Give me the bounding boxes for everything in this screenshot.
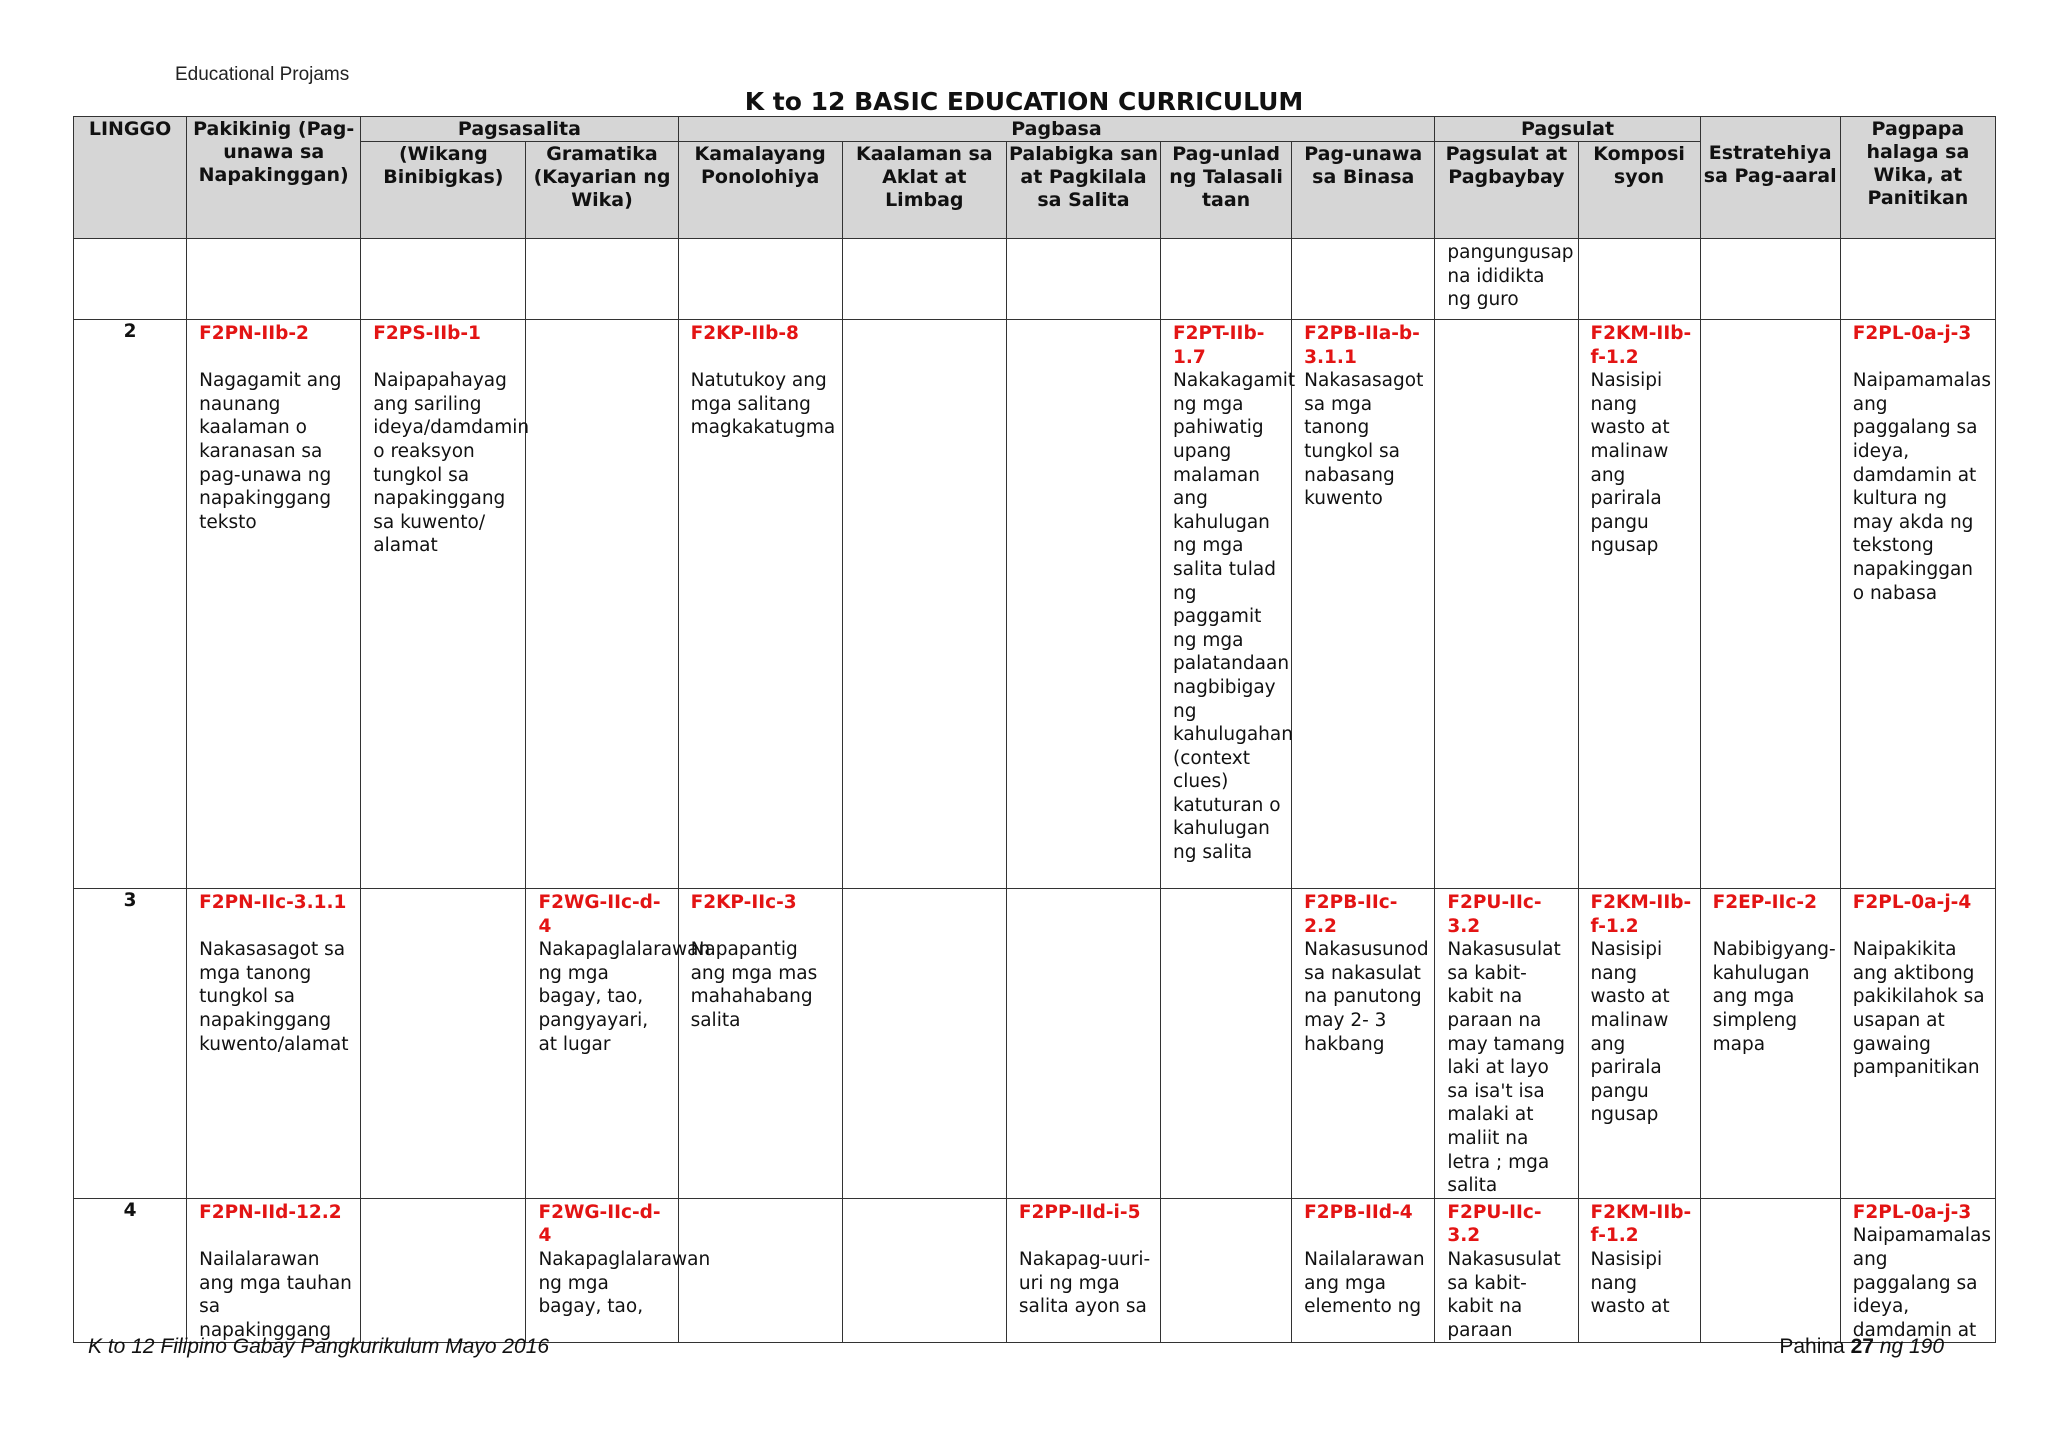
competency-text: Natutukoy ang mga salitang magkakatugma	[690, 370, 836, 439]
competency-text: Naipamamalas ang paggalang sa ideya, damdamin at kultura ng may akda ng tekstong napakinggan o nabasa	[1852, 370, 1991, 604]
competency-code: F2PL-0a-j-4	[1852, 892, 1972, 913]
footer-page-number	[1779, 1335, 1944, 1359]
competency-text: Nakapaglalarawan ng mga bagay, tao, pangyayari, at lugar	[538, 939, 711, 1055]
page-number: 27	[1850, 1335, 1874, 1358]
competency-text: Nakasasagot sa mga tanong tungkol sa napakinggang kuwento/alamat	[199, 939, 349, 1055]
table-cell	[526, 239, 678, 320]
header-linggo: LINGGO	[74, 117, 187, 239]
table-cell	[1578, 889, 1700, 1199]
competency-text: Napapantig ang mga mas mahahabang salita	[690, 939, 818, 1031]
competency-text: Nasisipi nang wasto at malinaw ang parirala pangu ngusap	[1590, 370, 1670, 557]
table-cell	[842, 889, 1006, 1199]
competency-text: Nakapag-uuri-uri ng mga salita ayon sa	[1018, 1248, 1151, 1318]
competency-code: F2EP-IIc-2	[1712, 892, 1817, 913]
table-row	[74, 239, 1996, 320]
table-cell	[1161, 889, 1292, 1199]
header-pakikinig: Pakikinig (Pag-unawa sa Napakinggan)	[187, 117, 361, 239]
table-cell	[1700, 320, 1840, 889]
header-pagsulat: Pagsulat	[1435, 117, 1700, 142]
table-cell	[187, 1198, 361, 1343]
curriculum-table	[73, 116, 1996, 1343]
table-cell	[678, 239, 842, 320]
table-cell	[1292, 889, 1435, 1199]
table-cell	[1700, 889, 1840, 1199]
table-cell	[1435, 1198, 1578, 1343]
header-palabigkasan: Palabigka san at Pagkilala sa Salita	[1006, 142, 1160, 239]
table-cell	[1161, 320, 1296, 889]
competency-code: F2PB-IId-4	[1304, 1201, 1413, 1223]
table-cell	[1161, 239, 1292, 320]
header-pag-unlad-talasalitaan: Pag-unlad ng Talasali taan	[1161, 142, 1292, 239]
table-cell	[187, 239, 361, 320]
table-cell	[1700, 239, 1840, 320]
competency-code: F2PT-IIb-1.7	[1173, 323, 1265, 368]
header-estratehiya: Estratehiya sa Pag-aaral	[1700, 117, 1840, 239]
table-cell	[1006, 889, 1160, 1199]
competency-code: F2PN-IIb-2	[199, 323, 309, 344]
page-total: ng 190	[1879, 1335, 1944, 1358]
table-cell	[526, 1198, 711, 1343]
competency-code: F2PB-IIa-b-3.1.1	[1304, 323, 1420, 368]
table-cell	[1578, 320, 1700, 889]
competency-text: Nakapaglalarawan ng mga bagay, tao,	[538, 1248, 711, 1318]
header-kamalayang-ponolohiya: Kamalayang Ponolohiya	[678, 142, 842, 239]
competency-text: Nailalarawan ang mga tauhan sa napakinggang	[199, 1248, 352, 1341]
week-cell	[74, 239, 187, 320]
table-cell	[1292, 1198, 1435, 1343]
competency-code: F2PN-IId-12.2	[199, 1201, 342, 1223]
table-cell	[526, 320, 678, 889]
table-cell	[361, 889, 526, 1199]
competency-code: F2KM-IIb-f-1.2	[1590, 892, 1692, 937]
week-cell: 2	[74, 320, 187, 889]
competency-code: F2PL-0a-j-3	[1852, 323, 1972, 344]
table-cell	[678, 889, 842, 1199]
table-cell	[187, 889, 361, 1199]
header-kaalaman-aklat: Kaalaman sa Aklat at Limbag	[842, 142, 1006, 239]
competency-text: pangungusap na ididikta ng guro	[1447, 242, 1574, 311]
competency-text: Nakakagamit ng mga pahiwatig upang malaman ang kahulugan ng mga salita tulad ng paggamit ng mga palatandaan nagbibigay ng kahulugahan (context clues) katuturan o kahulugan ng salita	[1173, 370, 1296, 864]
table-cell	[1006, 1198, 1160, 1343]
competency-code: F2WG-IIc-d-4	[538, 892, 661, 937]
competency-code: F2KM-IIb-f-1.2	[1590, 1201, 1692, 1247]
competency-code: F2PS-IIb-1	[373, 323, 481, 344]
header-pag-unawa-binasa: Pag-unawa sa Binasa	[1292, 142, 1435, 239]
competency-code: F2PB-IIc-2.2	[1304, 892, 1398, 937]
table-cell	[1840, 1198, 1995, 1343]
table-cell	[1578, 239, 1700, 320]
competency-text: Naipakikita ang aktibong pakikilahok sa usapan at gawaing pampanitikan	[1852, 939, 1985, 1079]
competency-code: F2PN-IIc-3.1.1	[199, 892, 347, 913]
table-cell	[678, 320, 842, 889]
table-cell	[1006, 239, 1160, 320]
competency-code: F2KP-IIb-8	[690, 323, 799, 344]
competency-code: F2PP-IId-i-5	[1018, 1201, 1141, 1223]
page-title: K to 12 BASIC EDUCATION CURRICULUM	[744, 87, 1304, 116]
table-row	[74, 320, 1996, 889]
header-komposisyon: Komposi syon	[1578, 142, 1700, 239]
table-cell	[187, 320, 361, 889]
competency-text: Nasisipi nang wasto at malinaw ang parirala pangu ngusap	[1590, 939, 1670, 1126]
header-gramatika: Gramatika (Kayarian ng Wika)	[526, 142, 678, 239]
table-row	[74, 889, 1996, 1199]
competency-text: Nakasusunod sa nakasulat na panutong may 2- 3 hakbang	[1304, 939, 1429, 1055]
header-pagpapahalaga: Pagpapa halaga sa Wika, at Panitikan	[1840, 117, 1995, 239]
table-cell	[361, 239, 526, 320]
table-cell	[842, 239, 1006, 320]
competency-text: Naipapahayag ang sariling ideya/damdamin o reaksyon tungkol sa napakinggang sa kuwento/ alamat	[373, 370, 530, 557]
watermark-text: Educational Projams	[175, 64, 350, 85]
table-cell	[361, 1198, 526, 1343]
table-cell	[842, 320, 1006, 889]
competency-text: Nagagamit ang naunang kaalaman o karanasan sa pag-unawa ng napakinggang teksto	[199, 370, 342, 533]
table-cell	[1292, 320, 1435, 889]
table-cell	[361, 320, 530, 889]
week-cell: 4	[74, 1198, 187, 1343]
table-cell	[1435, 889, 1578, 1199]
week-cell: 3	[74, 889, 187, 1199]
page-label: Pahina	[1779, 1335, 1845, 1358]
table-cell	[1006, 320, 1160, 889]
table-cell	[1840, 239, 1995, 320]
competency-code: F2PU-IIc-3.2	[1447, 1201, 1542, 1247]
table-cell	[1578, 1198, 1700, 1343]
table-cell	[1840, 320, 1995, 889]
competency-code: F2KP-IIc-3	[690, 892, 797, 913]
header-wikang-binibigkas: (Wikang Binibigkas)	[361, 142, 526, 239]
competency-text: Nabibigyang-kahulugan ang mga simpleng mapa	[1712, 939, 1836, 1055]
competency-text: Nailalarawan ang mga elemento ng	[1304, 1248, 1425, 1318]
competency-code: F2KM-IIb-f-1.2	[1590, 323, 1692, 368]
competency-text: Nakasusulat sa kabit-kabit na paraan na may tamang laki at layo sa isa't isa malaki at maliit na letra ; mga salita	[1447, 939, 1565, 1197]
competency-text: Nakasusulat sa kabit-kabit na paraan	[1447, 1248, 1561, 1341]
competency-code: F2PL-0a-j-3	[1852, 1201, 1972, 1223]
competency-code: F2WG-IIc-d-4	[538, 1201, 661, 1247]
table-cell	[1435, 239, 1578, 320]
header-pagsulat-pagbaybay: Pagsulat at Pagbaybay	[1435, 142, 1578, 239]
table-cell	[678, 1198, 842, 1343]
footer-document-name: K to 12 Filipino Gabay Pangkurikulum Mayo 2016	[88, 1335, 550, 1358]
table-cell	[1700, 1198, 1840, 1343]
table-row	[74, 1198, 1996, 1343]
table-cell	[526, 889, 711, 1199]
competency-text: Nasisipi nang wasto at	[1590, 1248, 1670, 1318]
table-cell	[842, 1198, 1006, 1343]
header-pagsasalita: Pagsasalita	[361, 117, 678, 142]
table-cell	[1161, 1198, 1292, 1343]
table-cell	[1292, 239, 1435, 320]
competency-text: Nakasasagot sa mga tanong tungkol sa nabasang kuwento	[1304, 370, 1424, 510]
header-pagbasa: Pagbasa	[678, 117, 1435, 142]
competency-text: Naipamamalas ang paggalang sa ideya, damdamin at	[1852, 1225, 1991, 1341]
table-cell	[1840, 889, 1995, 1199]
competency-code: F2PU-IIc-3.2	[1447, 892, 1542, 937]
table-cell	[1435, 320, 1578, 889]
